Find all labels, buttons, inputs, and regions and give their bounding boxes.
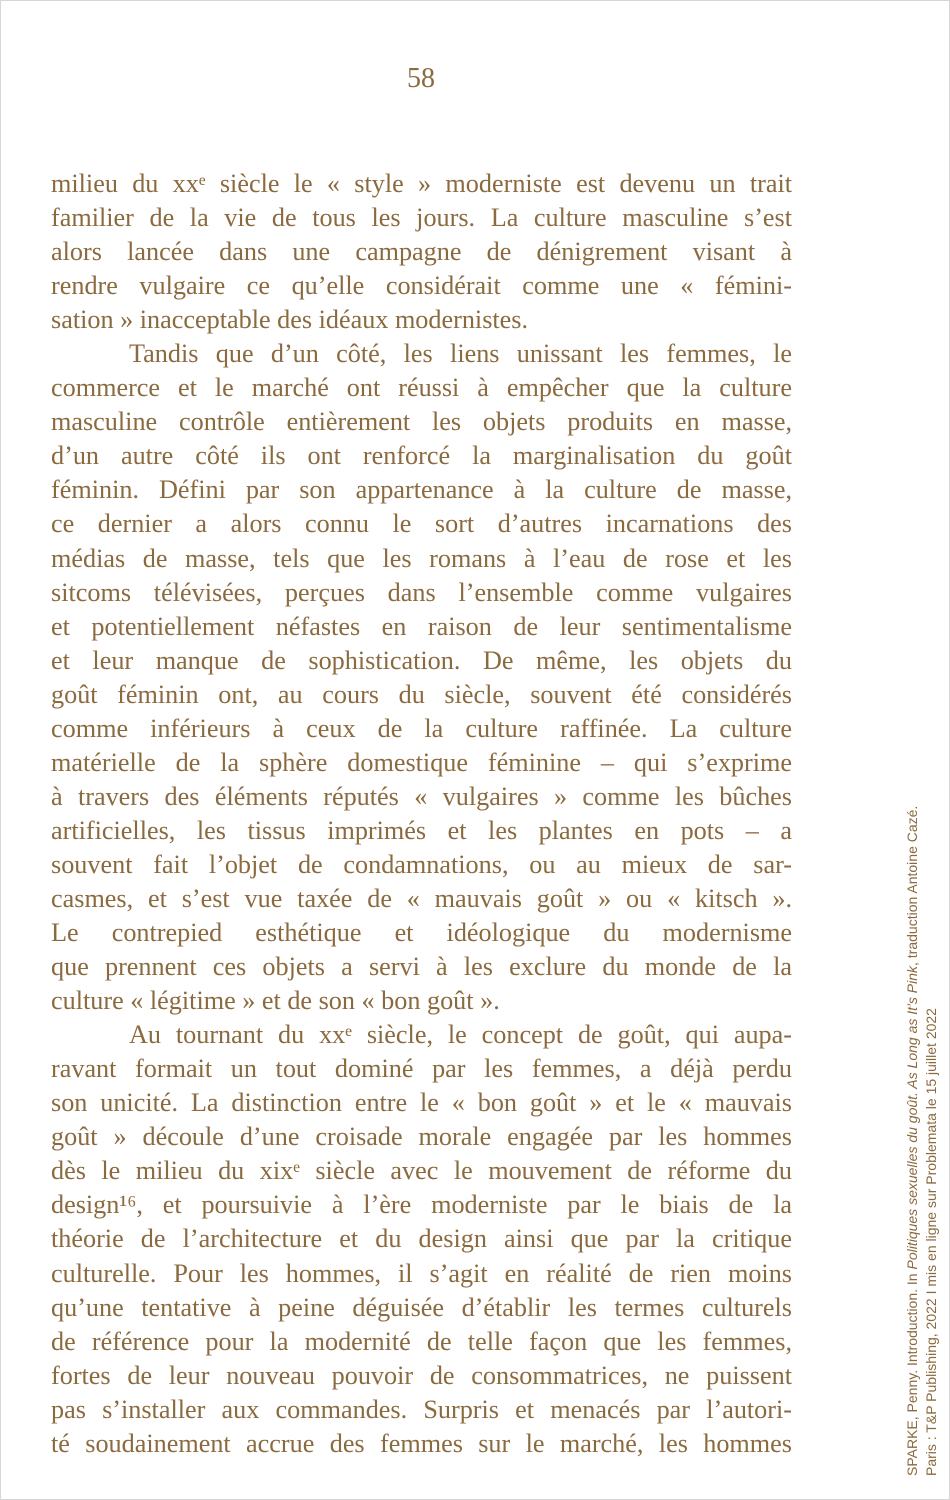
text-line: Le contrepied esthétique et idéologique du modernisme: [51, 918, 792, 948]
text-line: dès le milieu du xixᵉ siècle avec le mouvement de réforme du: [51, 1156, 792, 1186]
text-line: son unicité. La distinction entre le « bon goût » et le « mauvais: [51, 1088, 792, 1118]
text-line: théorie de l’architecture et du design ainsi que par la critique: [51, 1224, 792, 1254]
text-line: Tandis que d’un côté, les liens unissant les femmes, le: [129, 339, 792, 369]
text-line: rendre vulgaire ce qu’elle considérait comme une « fémini-: [51, 271, 792, 301]
citation-line-2: Paris : T&P Publishing, 2022 I mis en ligne sur Problemata le 15 juillet 2022: [923, 1008, 939, 1476]
text-line: souvent fait l’objet de condamnations, ou au mieux de sar-: [51, 849, 792, 879]
text-line: médias de masse, tels que les romans à l’eau de rose et les: [51, 543, 792, 573]
text-line: comme inférieurs à ceux de la culture raffinée. La culture: [51, 713, 792, 743]
citation-title: Politiques sexuelles du goût. As Long as It’s Pink: [904, 966, 920, 1270]
citation-suffix: , traduction Antoine Cazé.: [904, 805, 920, 966]
citation-prefix: SPARKE, Penny. Introduction. In: [904, 1269, 920, 1476]
text-line: que prennent ces objets a servi à les exclure du monde de la: [51, 952, 792, 982]
text-line: féminin. Défini par son appartenance à la culture de masse,: [51, 475, 792, 505]
text-line: et potentiellement néfastes en raison de leur sentimentalisme: [51, 611, 792, 641]
text-line: d’un autre côté ils ont renforcé la marginalisation du goût: [51, 441, 792, 471]
text-line: té soudainement accrue des femmes sur le marché, les hommes: [51, 1428, 792, 1458]
text-line: ce dernier a alors connu le sort d’autres incarnations des: [51, 509, 792, 539]
text-line: goût » découle d’une croisade morale engagée par les hommes: [51, 1122, 792, 1152]
text-line: qu’une tentative à peine déguisée d’établir les termes culturels: [51, 1292, 792, 1322]
text-line: ravant formait un tout dominé par les femmes, a déjà perdu: [51, 1054, 792, 1084]
text-line: design¹⁶, et poursuivie à l’ère moderniste par le biais de la: [51, 1190, 792, 1220]
text-line: artificielles, les tissus imprimés et les plantes en pots – a: [51, 815, 792, 845]
text-line: pas s’installer aux commandes. Surpris et menacés par l’autori-: [51, 1394, 792, 1424]
text-line: sation » inacceptable des idéaux modernistes.: [51, 305, 529, 335]
text-line: et leur manque de sophistication. De même, les objets du: [51, 645, 792, 675]
text-line: fortes de leur nouveau pouvoir de consommatrices, ne puissent: [51, 1360, 792, 1390]
text-line: familier de la vie de tous les jours. La culture masculine s’est: [51, 203, 792, 233]
text-line: alors lancée dans une campagne de dénigrement visant à: [51, 237, 792, 267]
text-line: matérielle de la sphère domestique féminine – qui s’exprime: [51, 747, 792, 777]
text-line: goût féminin ont, au cours du siècle, souvent été considérés: [51, 679, 792, 709]
text-line: commerce et le marché ont réussi à empêcher que la culture: [51, 373, 792, 403]
text-line: culture « légitime » et de son « bon goût ».: [51, 986, 500, 1016]
text-line: de référence pour la modernité de telle façon que les femmes,: [51, 1326, 792, 1356]
citation-note: [903, 806, 941, 1476]
body-text: [51, 167, 792, 1461]
page-number: 58: [407, 63, 435, 94]
text-line: à travers des éléments réputés « vulgaires » comme les bûches: [51, 781, 792, 811]
citation-line-1: [903, 806, 922, 1476]
text-line: casmes, et s’est vue taxée de « mauvais goût » ou « kitsch ».: [51, 883, 792, 913]
text-line: sitcoms télévisées, perçues dans l’ensemble comme vulgaires: [51, 577, 792, 607]
text-line: masculine contrôle entièrement les objets produits en masse,: [51, 407, 792, 437]
text-line: milieu du xxᵉ siècle le « style » moderniste est devenu un trait: [51, 169, 792, 198]
text-line: culturelle. Pour les hommes, il s’agit en réalité de rien moins: [51, 1258, 792, 1288]
text-line: Au tournant du xxᵉ siècle, le concept de goût, qui aupa-: [129, 1020, 792, 1050]
